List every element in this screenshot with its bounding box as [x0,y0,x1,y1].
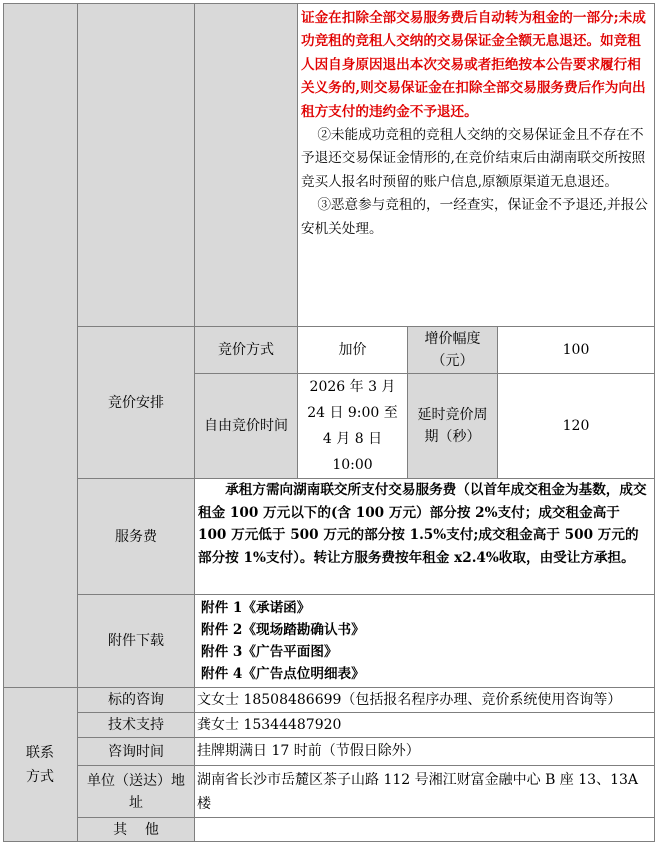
deposit-rules-cell [298,3,655,327]
contact-label-tech: 技术支持 [78,713,195,738]
free-bid-time-label: 自由竞价时间 [195,374,298,479]
free-bid-time-value: 2026 年 3 月 24 日 9:00 至 4 月 8 日 10:00 [298,374,408,479]
bid-method-value: 加价 [298,327,408,374]
attachment-link-3[interactable]: 附件 3《广告平面图》 [201,644,338,660]
attachment-link-2[interactable]: 附件 2《现场踏勘确认书》 [201,622,365,638]
contact-value-tech: 龚女士 15344487920 [195,713,655,738]
contact-value-subject: 文女士 18508486699（包括报名程序办理、竞价系统使用咨询等） [195,688,655,713]
service-fee-text: 承租方需向湖南联交所支付交易服务费（以首年成交租金为基数，成交租金 100 万元以下的(含 100 万元）部分按 2%支付；成交租金高于 100 万元低于 500 万元的部分按 1.5%支付;成交租金高于 500 万元的部分按 1%支付）。转让方服务费按年租金 x2.4%收取，由受让方承担。 [195,479,655,595]
deposit-refund-text: ②未能成功竞租的竞租人交纳的交易保证金且不存在不予退还交易保证金情形的,在竞价结束后由湖南联交所按照竞买人报名时预留的账户信息,原额原渠道无息退还。 [301,127,646,190]
contact-value-other [195,818,655,842]
label-spacer-cell-2 [195,3,298,327]
delay-period-label: 延时竞价周期（秒） [408,374,498,479]
contact-label-hours: 咨询时间 [78,738,195,766]
service-fee-label: 服务费 [78,479,195,595]
bid-method-label: 竞价方式 [195,327,298,374]
bidding-section-label: 竞价安排 [78,327,195,479]
contact-value-hours: 挂牌期满日 17 时前（节假日除外） [195,738,655,766]
attachment-link-1[interactable]: 附件 1《承诺函》 [201,600,311,616]
contact-section-text: 联系方式 [26,744,54,785]
bid-increment-value: 100 [498,327,655,374]
left-spacer-cell [3,3,78,688]
contact-label-subject: 标的咨询 [78,688,195,713]
contact-label-address: 单位（送达）地址 [78,766,195,818]
bid-increment-label: 增价幅度（元） [408,327,498,374]
label-spacer-cell [78,3,195,327]
contact-section-label [3,688,78,842]
deposit-forfeit-text: 证金在扣除全部交易服务费后自动转为租金的一部分;未成功竞租的竞租人交纳的交易保证金全额无息退还。如竞租人因自身原因退出本次交易或者拒绝按本公告要求履行相关义务的,则交易保证金在扣除全部交易服务费后作为向出租方支付的违约金不予退还。 [301,10,646,120]
attachments-list [195,595,655,688]
delay-period-value: 120 [498,374,655,479]
contact-value-address: 湖南省长沙市岳麓区茶子山路 112 号湘江财富金融中心 B 座 13、13A 楼 [195,766,655,818]
deposit-malicious-text: ③恶意参与竞租的，一经查实，保证金不予退还,并报公安机关处理。 [301,197,648,237]
attachments-label: 附件下载 [78,595,195,688]
attachment-link-4[interactable]: 附件 4《广告点位明细表》 [201,666,365,682]
contact-label-other: 其 他 [78,818,195,842]
